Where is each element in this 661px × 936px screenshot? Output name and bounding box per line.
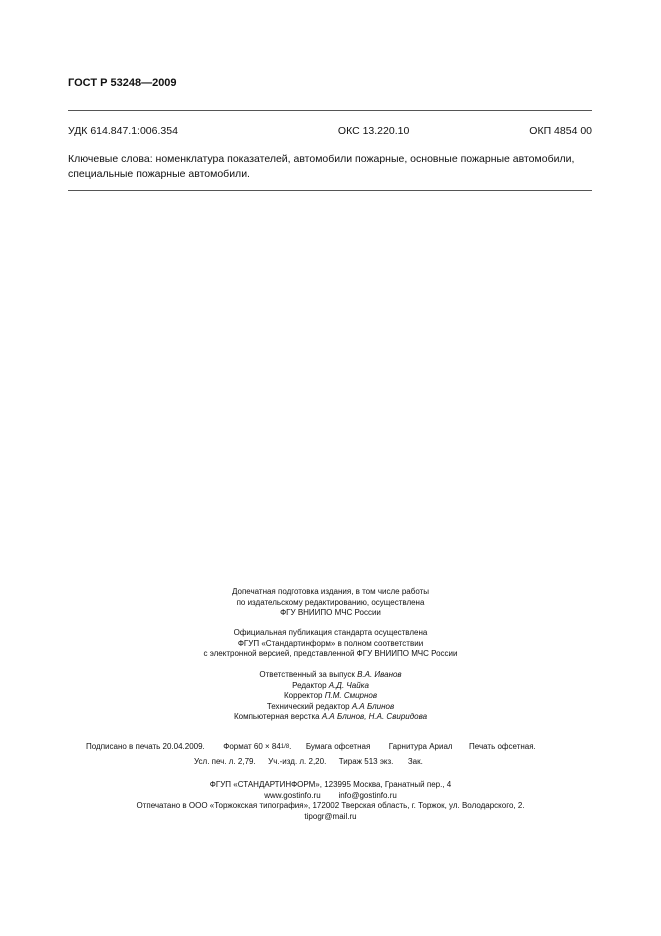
format-fraction: 1/8 <box>280 744 290 750</box>
staff-name: В.А. Иванов <box>357 670 402 679</box>
publication-info <box>0 628 661 660</box>
format: Формат 60 × 84 <box>223 742 281 751</box>
staff-line: Компьютерная верстка А.А Блинов, Н.А. Свиридова <box>233 712 428 721</box>
prepress-line: Допечатная подготовка издания, в том числе работы <box>231 587 429 596</box>
staff-credits <box>0 670 661 723</box>
staff-line: Ответственный за выпуск В.А. Иванов <box>259 670 402 679</box>
staff-line: Технический редактор А.А Блинов <box>266 701 395 711</box>
publisher-contacts: www.gostinfo.ru info@gostinfo.ru <box>264 790 397 800</box>
order-number: Зак. <box>407 757 423 766</box>
publisher-info <box>0 780 661 822</box>
staff-line: Корректор П.М. Смирнов <box>283 691 378 700</box>
classification-codes <box>68 125 592 137</box>
printer-address: Отпечатано в ООО «Торжокская типография», 172002 Тверская область, г. Торжок, ул. Володарского, 2. <box>136 801 525 810</box>
staff-name: А.Д. Чайка <box>328 680 369 690</box>
publishing-sheets: Уч.-изд. л. 2,20. <box>268 757 327 766</box>
divider-bottom <box>68 190 592 191</box>
print-details-row-1: Подписано в печать 20.04.2009. Формат 60 × 841/8. Бумага офсетная Гарнитура Ариал Печать офсетная. <box>86 742 536 751</box>
prepress-line: по издательскому редактированию, осуществлена <box>236 597 425 607</box>
publication-line: с электронной версией, представленной ФГУ ВНИИПО МЧС России <box>203 649 458 658</box>
signed-date: Подписано в печать 20.04.2009. <box>86 742 205 751</box>
standard-number: ГОСТ Р 53248—2009 <box>68 77 177 89</box>
paper: Бумага офсетная <box>305 742 371 751</box>
printer-email: tipogr@mail.ru <box>304 811 357 821</box>
udk-code: УДК 614.847.1:006.354 <box>68 125 178 137</box>
okp-code: ОКП 4854 00 <box>529 125 592 137</box>
publication-line: Официальная публикация стандарта осуществлена <box>233 628 428 637</box>
publication-line: ФГУП «Стандартинформ» в полном соответствии <box>237 638 424 648</box>
print-details-row-2 <box>194 757 423 766</box>
publisher-address: ФГУП «СТАНДАРТИНФОРМ», 123995 Москва, Гранатный пер., 4 <box>209 780 452 789</box>
keywords: Ключевые слова: номенклатура показателей, автомобили пожарные, основные пожарные автомобили, специальные пожарные автомобили. <box>68 153 575 180</box>
staff-name: А.А Блинов, Н.А. Свиридова <box>321 712 428 721</box>
prepress-line: ФГУ ВНИИПО МЧС России <box>280 608 381 617</box>
divider-top <box>68 110 592 111</box>
conventional-sheets: Усл. печ. л. 2,79. <box>194 757 256 766</box>
staff-name: А.А Блинов <box>351 701 395 711</box>
printing-method: Печать офсетная. <box>469 742 536 751</box>
circulation: Тираж 513 экз. <box>338 757 394 766</box>
prepress-info <box>0 587 661 619</box>
staff-line: Редактор А.Д. Чайка <box>292 680 369 690</box>
staff-name: П.М. Смирнов <box>324 691 378 700</box>
typeface: Гарнитура Ариал <box>388 742 453 751</box>
oks-code: ОКС 13.220.10 <box>337 125 410 137</box>
